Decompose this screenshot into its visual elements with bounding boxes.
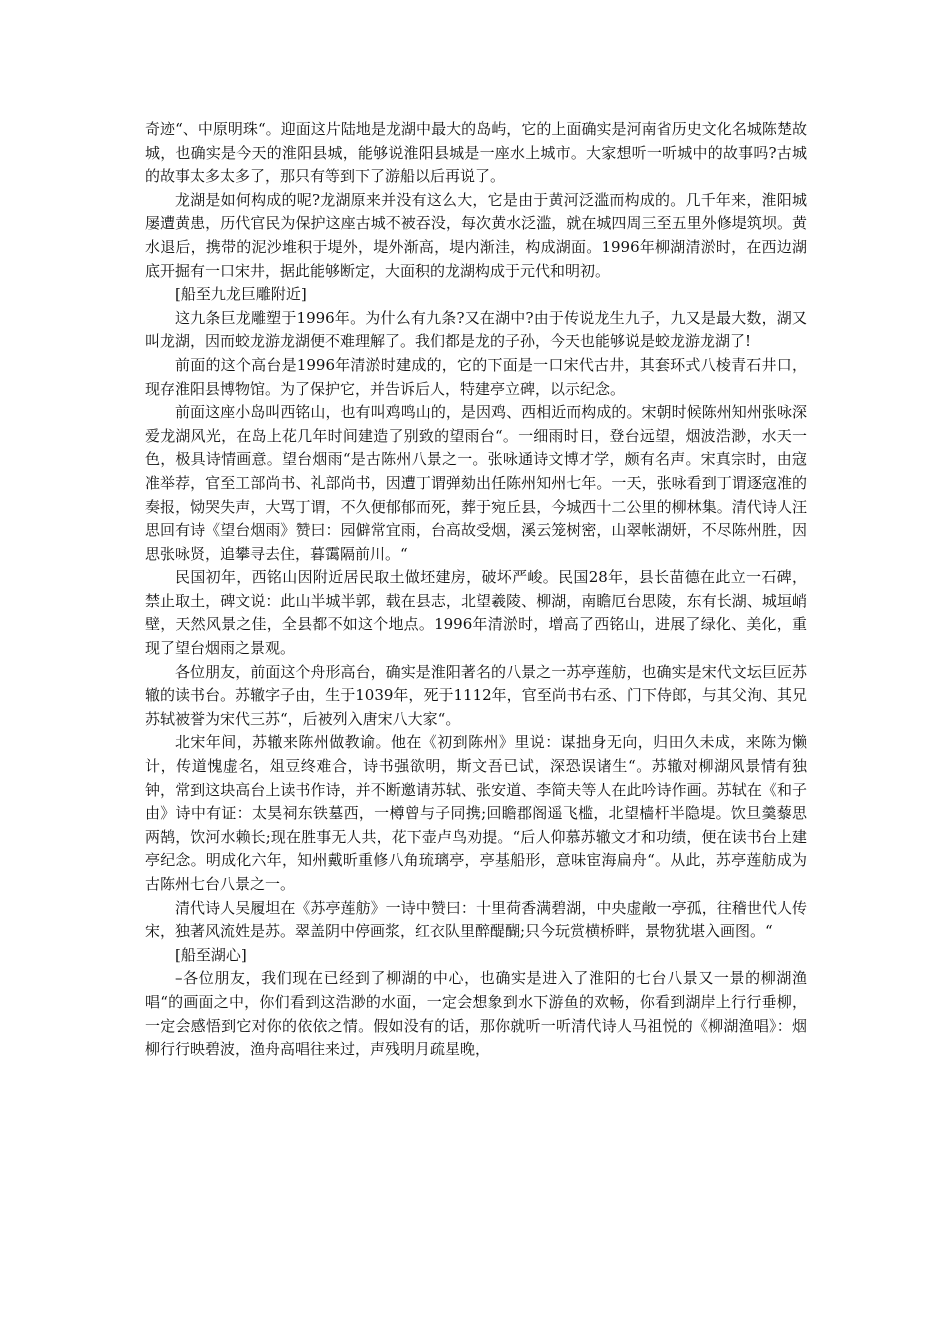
stage-direction-2: [船至湖心] (175, 945, 247, 964)
paragraph-10: –各位朋友，我们现在已经到了柳湖的中心，也确实是进入了淮阳的七台八景又一景的柳湖渔唱“的画面之中，你们看到这浩渺的水面，一定会想象到水下游鱼的欢畅，你看到湖岸上行行垂柳，一定会感悟到它对你的依依之情。假如没有的话，那你就听一听清代诗人马祖悦的《柳湖渔唱》：烟柳行行映碧波，渔舟高唱往来过，声残明月疏星晚， (145, 969, 807, 1059)
paragraph-3: 这九条巨龙雕塑于1996年。为什么有九条?又在湖中?由于传说龙生九子，九又是最大数，湖又叫龙湖，因而蛟龙游龙湖便不难理解了。我们都是龙的子孙，今天也能够说是蛟龙游龙湖了! (145, 308, 807, 351)
paragraph-9: 清代诗人吴履坦在《苏亭莲舫》一诗中赞曰：十里荷香满碧湖，中央虚敞一亭孤，往稽世代人传宋，独著风流姓是苏。翠盖阴中停画浆，红衣队里醉醍醐;只今玩赏横桥畔，景物犹堪入画图。“ (145, 898, 807, 941)
document-page (145, 118, 807, 1062)
paragraph-2: 龙湖是如何构成的呢?龙湖原来并没有这么大，它是由于黄河泛滥而构成的。几千年来，淮阳城屡遭黄患，历代官民为保护这座古城不被吞没，每次黄水泛滥，就在城四周三至五里外修堤筑坝。黄水退后，携带的泥沙堆积于堤外，堤外渐高，堤内渐洼，构成湖面。1996年柳湖清淤时，在西边湖底开掘有一口宋井，据此能够断定，大面积的龙湖构成于元代和明初。 (145, 190, 807, 280)
paragraph-7: 各位朋友，前面这个舟形高台，确实是淮阳著名的八景之一苏亭莲舫，也确实是宋代文坛巨匠苏辙的读书台。苏辙字子由，生于1039年，死于1112年，官至尚书右丞、门下侍郎，与其父洵、其兄苏轼被誉为宋代三苏“，后被列入唐宋八大家“。 (145, 662, 807, 728)
paragraph-6: 民国初年，西铭山因附近居民取土做坯建房，破坏严峻。民国28年，县长苗德在此立一石碑，禁止取土，碑文说：此山半城半郭，载在县志，北望羲陵、柳湖，南瞻厄台思陵，东有长湖、城垣峭壁，天然风景之佳，全县都不如这个地点。1996年清淤时，增高了西铭山，进展了绿化、美化，重现了望台烟雨之景观。 (145, 568, 807, 658)
stage-direction-1: [船至九龙巨雕附近] (175, 285, 307, 304)
paragraph-1: 奇迹“、中原明珠“。迎面这片陆地是龙湖中最大的岛屿，它的上面确实是河南省历史文化名城陈楚故城，也确实是今天的淮阳县城，能够说淮阳县城是一座水上城市。大家想听一听城中的故事吗?古城的故事太多太多了，那只有等到下了游船以后再说了。 (145, 120, 807, 186)
paragraph-8: 北宋年间，苏辙来陈州做教谕。他在《初到陈州》里说：谋拙身无向，归田久未成，来陈为懒计，传道愧虚名，俎豆终难合，诗书强欲明，斯文吾已试，深恐误诸生“。苏辙对柳湖风景情有独钟，常到这块高台上读书作诗，并不断邀请苏轼、张安道、李简夫等人在此吟诗作画。苏轼在《和子由》诗中有证：太昊祠东铁墓西，一樽曾与子同携;回瞻郡阁遥飞槛，北望樯杆半隐堤。饮旦羹藜思两鹄，饮河水赖长;现在胜事无人共，花下壶卢鸟劝提。“后人仰慕苏辙文才和功绩，便在读书台上建亭纪念。明成化六年，知州戴昕重修八角琉璃亭，亭基船形，意味宦海扁舟“。从此，苏亭莲舫成为古陈州七台八景之一。 (145, 733, 807, 893)
paragraph-4: 前面的这个高台是1996年清淤时建成的，它的下面是一口宋代古井，其套环式八棱青石井口，现存淮阳县博物馆。为了保护它，并告诉后人，特建亭立碑，以示纪念。 (145, 355, 807, 398)
paragraph-5: 前面这座小岛叫西铭山，也有叫鸡鸣山的，是因鸡、西相近而构成的。宋朝时候陈州知州张咏深爱龙湖风光，在岛上花几年时间建造了别致的望雨台“。一细雨时日，登台远望，烟波浩渺，水天一色，极具诗情画意。望台烟雨“是古陈州八景之一。张咏通诗文博才学，颇有名声。宋真宗时，由寇准举荐，官至工部尚书、礼部尚书，因遭丁谓弹劾出任陈州知州七年。一天，张咏看到丁谓逐寇准的奏报，恸哭失声，大骂丁谓，不久便郁郁而死，葬于宛丘县，今城西十二公里的柳林集。清代诗人汪思回有诗《望台烟雨》赞曰：园僻常宜雨，台高故受烟，溪云笼树密，山翠帐湖妍，不尽陈州胜，因思张咏贤，追攀寻去住，暮霭隔前川。“ (145, 403, 807, 563)
